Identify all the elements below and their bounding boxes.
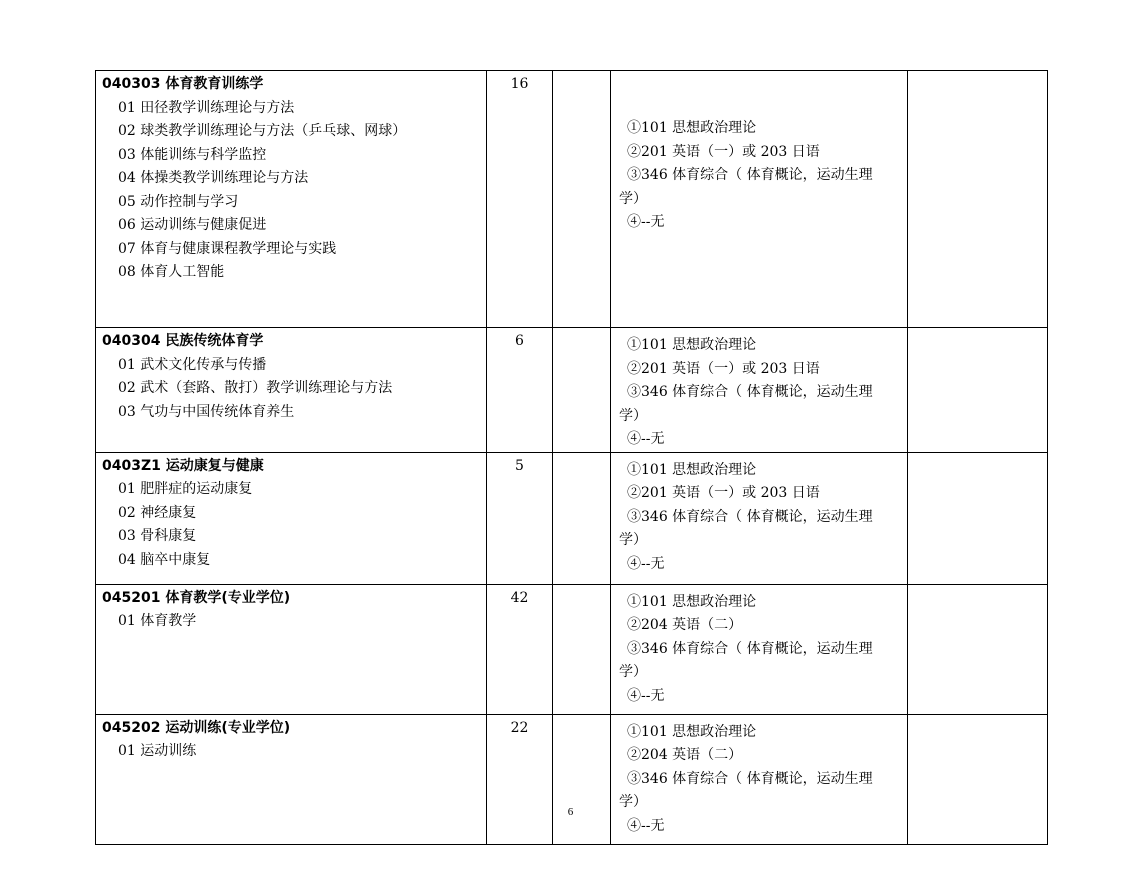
table-row [96, 714, 1048, 844]
major-cell [96, 328, 487, 453]
table-row [96, 328, 1048, 453]
exam-subject: ①101 思想政治理论 [627, 461, 757, 478]
direction-item: 04 体操类教学训练理论与方法 [118, 170, 309, 186]
direction-item: 03 气功与中国传统体育养生 [118, 403, 295, 420]
enrollment-count: 5 [487, 452, 553, 584]
exam-subject-continued: 学） [619, 794, 647, 810]
direction-item: 01 运动训练 [118, 743, 197, 759]
exam-subject: ②204 英语（二） [627, 617, 743, 633]
exam-subject: ①101 思想政治理论 [627, 120, 757, 136]
exam-subjects-cell [611, 452, 908, 584]
table-row [96, 584, 1048, 714]
exam-subject-continued: 学） [619, 664, 647, 680]
notes-cell [908, 71, 1048, 328]
major-title: 040304 民族传统体育学 [102, 333, 264, 349]
major-cell [96, 452, 487, 584]
direction-item: 02 神经康复 [118, 504, 197, 521]
blank-cell [553, 584, 611, 714]
major-title: 0403Z1 运动康复与健康 [102, 457, 264, 474]
table-row [96, 71, 1048, 328]
direction-item: 01 武术文化传承与传播 [118, 356, 267, 373]
exam-subject: ③346 体育综合（ 体育概论，运动生理 [627, 508, 873, 525]
exam-subject: ③346 体育综合（ 体育概论，运动生理 [627, 384, 873, 400]
exam-subject: ①101 思想政治理论 [627, 593, 757, 610]
blank-cell [553, 452, 611, 584]
exam-subject-continued: 学） [619, 407, 647, 424]
enrollment-count: 22 [487, 714, 553, 844]
direction-item: 05 动作控制与学习 [118, 193, 239, 210]
exam-subjects-cell [611, 328, 908, 453]
exam-subject: ③346 体育综合（ 体育概论，运动生理 [627, 167, 873, 183]
exam-subjects-cell [611, 71, 908, 328]
major-cell [96, 71, 487, 328]
exam-subject: ④--无 [627, 431, 665, 447]
direction-item: 02 球类教学训练理论与方法（乒乓球、网球） [118, 123, 407, 139]
exam-subject: ②201 英语（一）或 203 日语 [627, 485, 820, 501]
enrollment-count: 42 [487, 584, 553, 714]
notes-cell [908, 584, 1048, 714]
exam-subject-continued: 学） [619, 532, 647, 548]
exam-subject: ①101 思想政治理论 [627, 723, 757, 740]
exam-subject: ②201 英语（一）或 203 日语 [627, 360, 820, 377]
enrollment-count: 6 [487, 328, 553, 453]
exam-subject: ④--无 [627, 687, 665, 704]
direction-item: 04 脑卒中康复 [118, 551, 211, 568]
exam-subject: ①101 思想政治理论 [627, 337, 757, 353]
notes-cell [908, 328, 1048, 453]
notes-cell [908, 714, 1048, 844]
direction-item: 07 体育与健康课程教学理论与实践 [118, 240, 337, 257]
blank-cell [553, 328, 611, 453]
exam-subject-continued: 学） [619, 190, 647, 207]
direction-item: 03 体能训练与科学监控 [118, 146, 267, 163]
exam-subject: ④--无 [627, 817, 665, 834]
exam-subject: ②201 英语（一）或 203 日语 [627, 143, 820, 160]
direction-item: 01 体育教学 [118, 613, 197, 629]
blank-cell [553, 714, 611, 844]
exam-subject: ③346 体育综合（ 体育概论，运动生理 [627, 640, 873, 657]
major-title: 045202 运动训练(专业学位) [102, 719, 291, 736]
direction-item: 02 武术（套路、散打）教学训练理论与方法 [118, 380, 393, 396]
direction-item: 08 体育人工智能 [118, 264, 225, 280]
exam-subjects-cell [611, 714, 908, 844]
direction-item: 01 肥胖症的运动康复 [118, 481, 253, 497]
exam-subject: ④--无 [627, 555, 665, 572]
enrollment-count: 16 [487, 71, 553, 328]
exam-subject: ③346 体育综合（ 体育概论，运动生理 [627, 770, 873, 787]
direction-item: 06 运动训练与健康促进 [118, 217, 267, 233]
exam-subjects-cell [611, 584, 908, 714]
major-cell [96, 714, 487, 844]
page-number: 6 [567, 806, 574, 818]
major-cell [96, 584, 487, 714]
major-title: 040303 体育教育训练学 [102, 76, 264, 92]
major-title: 045201 体育教学(专业学位) [102, 589, 291, 606]
exam-subject: ④--无 [627, 214, 665, 230]
table-row [96, 452, 1048, 584]
notes-cell [908, 452, 1048, 584]
blank-cell [553, 71, 611, 328]
direction-item: 03 骨科康复 [118, 528, 197, 544]
direction-item: 01 田径教学训练理论与方法 [118, 99, 295, 116]
exam-subject: ②204 英语（二） [627, 747, 743, 763]
enrollment-table [95, 70, 1048, 845]
